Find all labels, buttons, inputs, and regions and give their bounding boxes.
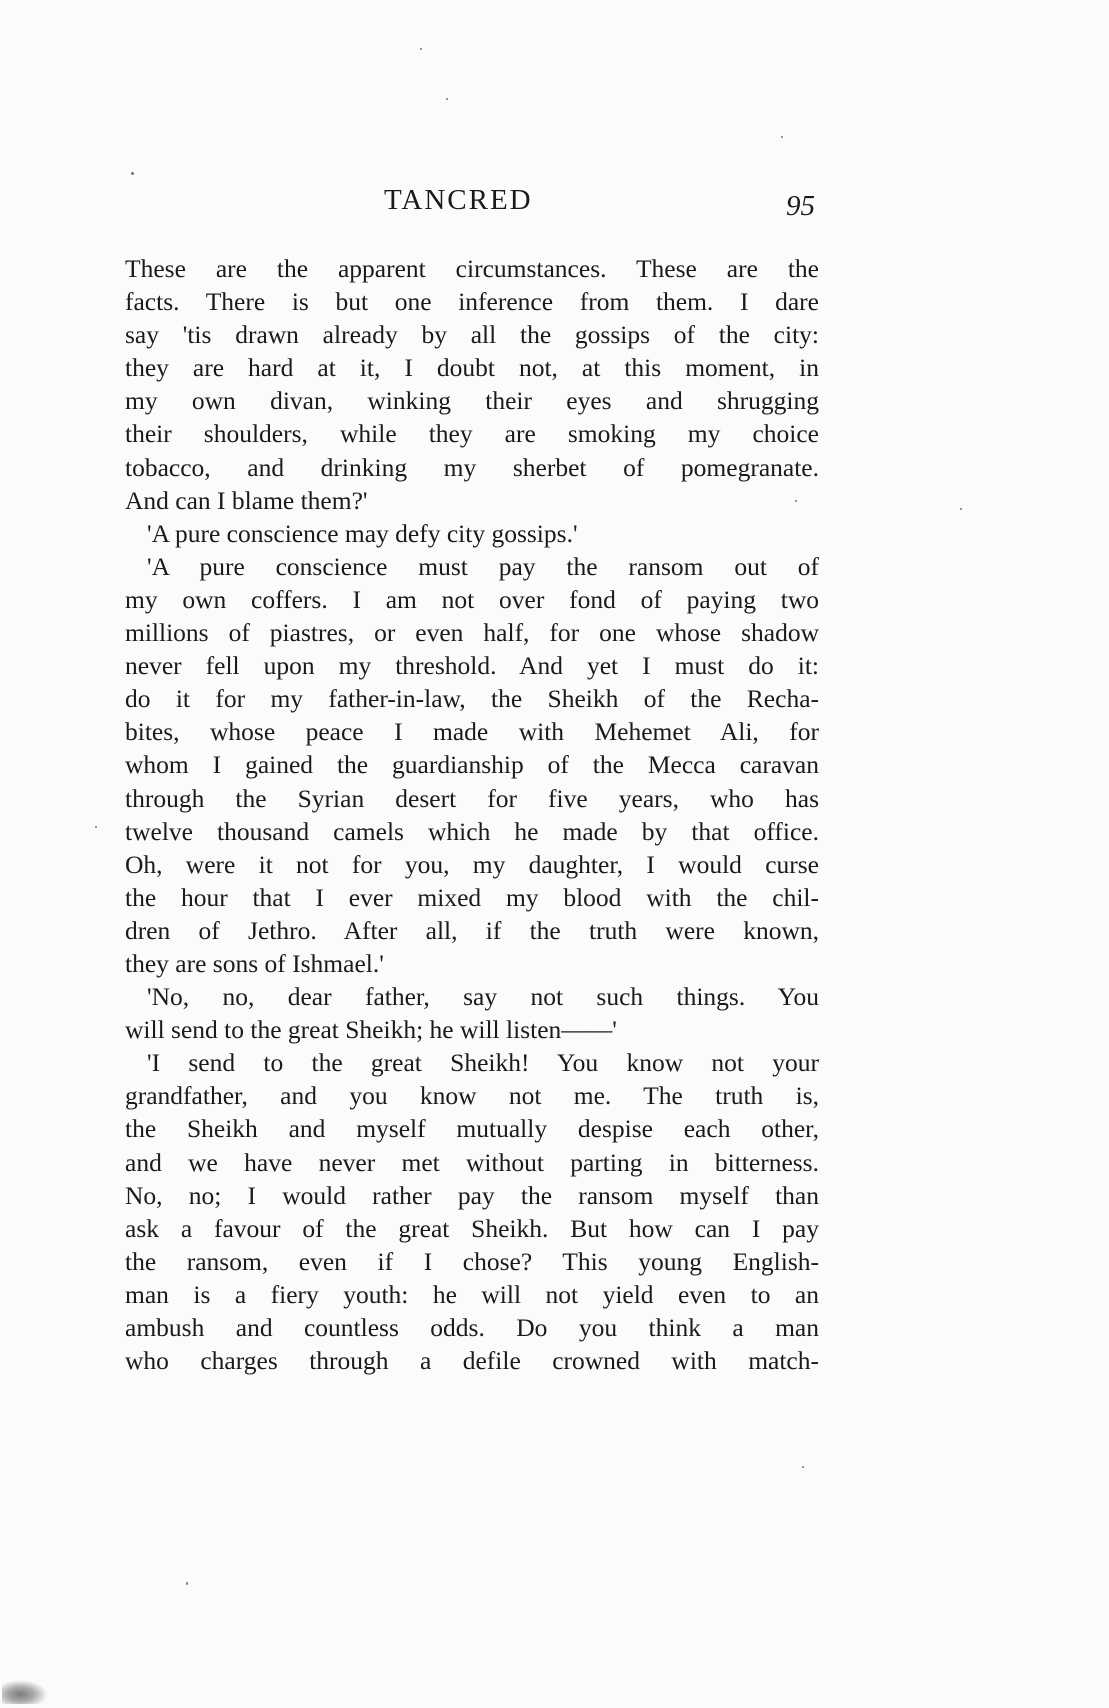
text-line: facts. There is but one inference from them. I dare (125, 287, 819, 317)
body-text (125, 252, 819, 1377)
text-line: who charges through a defile crowned with match- (125, 1346, 819, 1376)
scan-speck (420, 48, 422, 50)
scan-speck (446, 98, 448, 100)
text-line: do it for my father-in-law, the Sheikh of the Recha- (125, 684, 819, 714)
page-number: 95 (786, 190, 815, 222)
text-line: they are hard at it, I doubt not, at this moment, in (125, 353, 819, 383)
text-line: will send to the great Sheikh; he will listen——' (125, 1015, 617, 1045)
text-line: 'A pure conscience may defy city gossips.' (147, 518, 578, 548)
text-line: their shoulders, while they are smoking my choice (125, 419, 819, 449)
text-line: ambush and countless odds. Do you think a man (125, 1313, 819, 1342)
text-line: And can I blame them?' (125, 485, 368, 515)
text-line: my own coffers. I am not over fond of paying two (125, 584, 819, 614)
scan-speck (795, 500, 797, 502)
text-line: say 'tis drawn already by all the gossips of the city: (125, 320, 819, 350)
scan-speck (95, 826, 97, 828)
text-line: the hour that I ever mixed my blood with the chil- (125, 882, 819, 912)
scan-speck (802, 1466, 804, 1468)
scan-speck (131, 172, 134, 175)
text-line: man is a fiery youth: he will not yield even to an (125, 1279, 819, 1309)
text-line: 'A pure conscience must pay the ransom out of (147, 551, 819, 581)
text-line: they are sons of Ishmael.' (125, 948, 384, 978)
running-head (0, 185, 1109, 225)
text-line: grandfather, and you know not me. The truth is, (125, 1081, 819, 1111)
text-line: the Sheikh and myself mutually despise each other, (125, 1114, 819, 1144)
text-line: my own divan, winking their eyes and shrugging (125, 386, 819, 416)
text-line: Oh, were it not for you, my daughter, I would curse (125, 849, 819, 879)
text-line: twelve thousand camels which he made by that office. (125, 816, 819, 846)
text-line: tobacco, and drinking my sherbet of pomegranate. (125, 452, 819, 482)
text-line: the ransom, even if I chose? This young English- (125, 1246, 819, 1276)
running-title: TANCRED (384, 184, 533, 216)
scan-smudge (2, 1680, 48, 1704)
scan-speck (960, 508, 962, 510)
text-line: dren of Jethro. After all, if the truth were known, (125, 915, 819, 945)
text-line: 'No, no, dear father, say not such things. You (147, 982, 819, 1012)
text-line: bites, whose peace I made with Mehemet Ali, for (125, 717, 819, 747)
text-line: through the Syrian desert for five years, who has (125, 783, 819, 813)
text-line: These are the apparent circumstances. These are the (125, 254, 819, 283)
text-line: 'I send to the great Sheikh! You know not your (147, 1048, 819, 1078)
scan-speck (781, 136, 783, 138)
text-line: never fell upon my threshold. And yet I must do it: (125, 651, 819, 681)
text-line: and we have never met without parting in bitterness. (125, 1147, 819, 1177)
text-line: millions of piastres, or even half, for one whose shadow (125, 618, 819, 648)
scan-speck (186, 1582, 188, 1585)
text-line: ask a favour of the great Sheikh. But how can I pay (125, 1213, 819, 1243)
text-line: whom I gained the guardianship of the Mecca caravan (125, 750, 819, 780)
text-line: No, no; I would rather pay the ransom myself than (125, 1180, 819, 1210)
